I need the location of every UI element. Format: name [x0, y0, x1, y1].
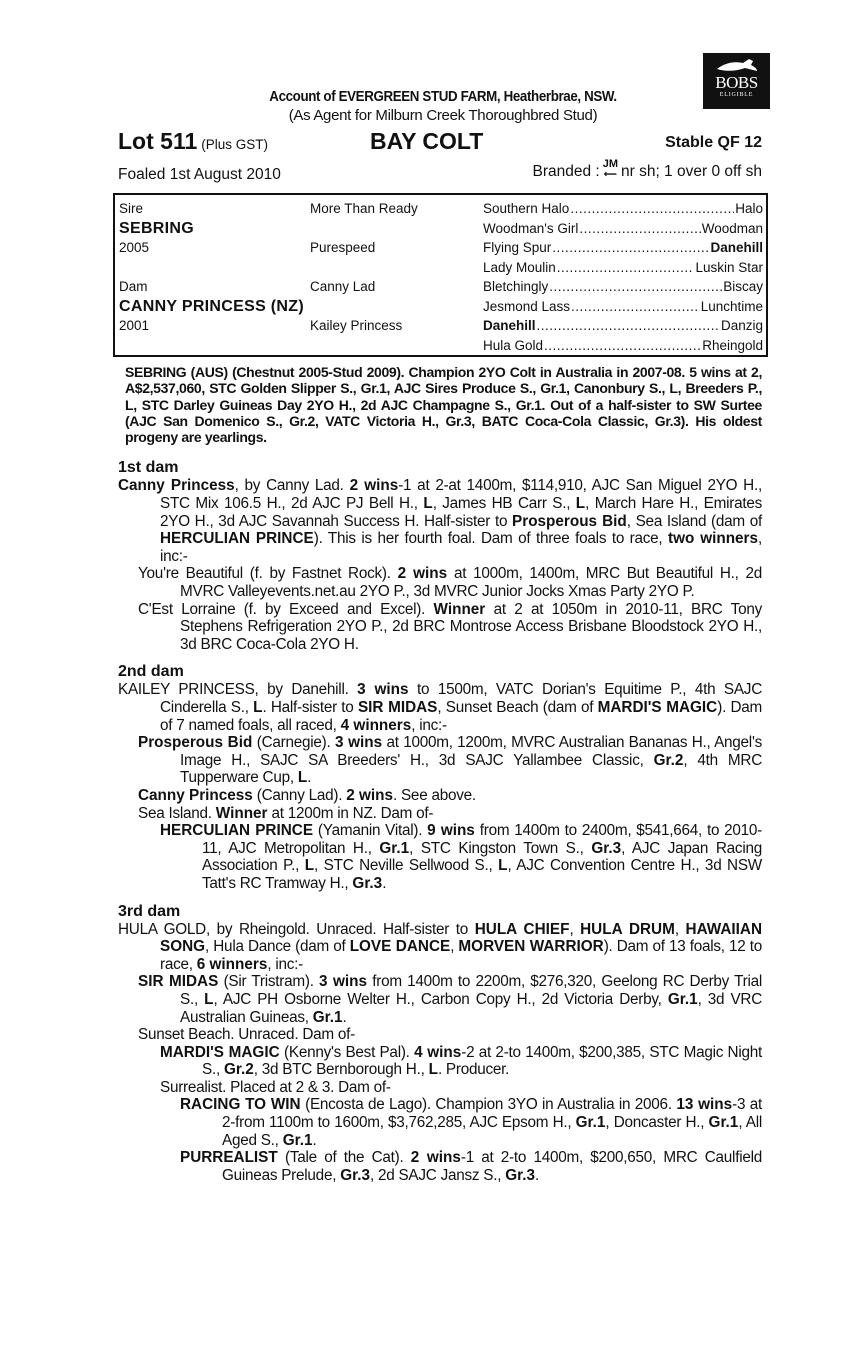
text-run: Sea Island.: [138, 804, 216, 822]
family-entry: [118, 565, 762, 600]
bold-text: Prosperous Bid: [138, 734, 253, 752]
text-run: (Carnegie).: [252, 734, 335, 752]
text-run: ). Dam of 13 foals, 12 to race,: [160, 938, 762, 973]
bold-text: L: [428, 1061, 438, 1079]
bold-text: HAWAIIAN SONG: [160, 920, 763, 956]
text-run: HULA GOLD, by Rheingold. Unraced. Half-sister to: [118, 920, 475, 938]
granddam-name: Woodman's Girl: [483, 220, 579, 236]
text-run: , 3d BTC Bernborough H.,: [253, 1061, 429, 1079]
text-run: .: [307, 769, 312, 787]
pedigree-row: [119, 316, 764, 335]
leader-dots: [570, 199, 734, 218]
bold-text: Gr.1: [708, 1114, 739, 1132]
family-entry: [118, 477, 762, 565]
branded-text: nr sh; 1 over 0 off sh: [620, 163, 762, 180]
text-run: , by Canny Lad.: [234, 477, 350, 495]
bold-text: Gr.3: [352, 874, 383, 892]
granddam-name: Flying Spur: [483, 240, 552, 255]
bold-text: Winner: [215, 804, 268, 822]
text-run: , AJC PH Osborne Welter H., Carbon Copy H., 2d Victoria Derby,: [213, 990, 668, 1008]
bold-text: L: [304, 857, 315, 875]
bold-text: LOVE DANCE: [349, 938, 451, 956]
text-run: .: [535, 1166, 540, 1184]
bold-text: HULA DRUM: [580, 920, 675, 938]
bold-text: Gr.1: [379, 839, 410, 857]
text-run: , AJC Japan Racing Association P.,: [202, 839, 762, 875]
grandsire-name: Luskin Star: [695, 259, 763, 275]
text-run: from 1400m to 2400m, $541,664, to 2010-11, AJC Metropolitan H.,: [202, 822, 762, 857]
bold-text: SIR MIDAS: [357, 699, 438, 717]
leader-dots: [557, 258, 695, 277]
pedigree-grandparent: [483, 199, 763, 218]
text-run: , 2d SAJC Jansz S.,: [369, 1166, 506, 1184]
family-entry: [118, 787, 762, 805]
leader-dots: [537, 316, 720, 335]
pedigree-grandparent: [483, 258, 763, 277]
pedigree-grandparent: [483, 336, 763, 355]
gst-note: (Plus GST): [201, 137, 269, 152]
bold-text: 6 winners: [196, 955, 268, 973]
bold-text: 3 wins: [318, 973, 368, 991]
bold-text: 2 wins: [349, 477, 399, 495]
text-run: KAILEY PRINCESS, by Danehill.: [118, 681, 358, 699]
text-run: .: [312, 1131, 317, 1149]
text-run: ,: [450, 938, 459, 956]
bold-text: Gr.3: [340, 1166, 370, 1184]
text-run: , 3d VRC Australian Guineas,: [180, 990, 763, 1026]
text-run: C'Est Lorraine (f. by Exceed and Excel).: [138, 600, 434, 618]
text-run: (Yamanin Vital).: [313, 822, 428, 840]
pedigree-col2: Canny Lad: [310, 279, 376, 294]
text-run: , Sunset Beach (dam of: [437, 699, 598, 717]
text-run: at 1000m, 1200m, MVRC Australian Bananas H., Angel's Image H., SAJC SA Breeders' H., 3d SAJC Yallambee Classic,: [180, 734, 763, 769]
granddam-name: Lady Moulin: [483, 259, 556, 275]
bold-text: Gr.1: [312, 1008, 343, 1026]
text-run: , All Aged S.,: [222, 1114, 763, 1149]
text-run: ,: [569, 920, 581, 938]
text-run: You're Beautiful (f. by Fastnet Rock).: [138, 565, 398, 583]
pedigree-grandparent: [483, 238, 763, 257]
family-entry: [118, 681, 762, 734]
bold-text: Gr.1: [282, 1131, 313, 1149]
section-heading: 1st dam: [118, 459, 179, 477]
text-run: , Doncaster H.,: [605, 1114, 709, 1132]
bold-text: L: [423, 495, 433, 513]
vendor-agent: (As Agent for Milburn Creek Thoroughbred Stud): [288, 107, 598, 124]
text-run: -3 at 2-from 1100m to 1600m, $3,762,285, AJC Epsom H.,: [222, 1096, 762, 1132]
pedigree-col1: Dam: [119, 279, 148, 294]
bold-text: Gr.2: [223, 1061, 254, 1079]
text-run: Surrealist. Placed at 2 & 3. Dam of-: [160, 1078, 391, 1096]
bold-text: L: [204, 990, 214, 1008]
text-run: ). This is her fourth foal. Dam of three foals to race,: [313, 530, 669, 548]
family-entry: [118, 1149, 762, 1184]
grandsire-name: Rheingold: [702, 337, 763, 353]
logo-title: BOBS: [715, 73, 758, 92]
bold-text: Gr.3: [591, 839, 622, 857]
pedigree-col1: 2005: [119, 240, 150, 255]
family-entry: [118, 973, 762, 1026]
bold-text: RACING TO WIN: [180, 1096, 301, 1114]
bold-text: MORVEN WARRIOR: [458, 938, 604, 956]
bold-text: HULA CHIEF: [474, 920, 570, 938]
text-run: , inc:-: [267, 955, 303, 973]
pedigree-grandparent: [483, 277, 763, 296]
bobs-eligible-logo: [703, 53, 770, 109]
family-entry: [118, 1044, 762, 1079]
text-run: (Kenny's Best Pal).: [279, 1043, 415, 1061]
granddam-name: Danehill: [483, 318, 536, 333]
logo-subtitle: ELIGIBLE: [719, 92, 754, 98]
pedigree-row: [119, 219, 764, 238]
family-entry: [118, 1096, 762, 1149]
bold-text: HERCULIAN PRINCE: [160, 530, 314, 548]
pedigree-col2: Kailey Princess: [310, 318, 403, 333]
horse-description: BAY COLT: [370, 128, 484, 154]
bold-text: 2 wins: [346, 786, 393, 804]
bold-text: Gr.1: [575, 1114, 606, 1132]
grandsire-name: Biscay: [723, 279, 763, 294]
text-run: ). Dam of 7 named foals, all raced,: [160, 699, 762, 734]
pedigree-col1: CANNY PRINCESS (NZ): [119, 297, 304, 315]
family-entry: [118, 1079, 762, 1097]
family-entry: [118, 921, 762, 974]
family-entry: [118, 805, 762, 823]
pedigree-table: [113, 193, 768, 357]
family-entry: [118, 822, 762, 892]
bold-text: two winners: [668, 530, 759, 548]
bold-text: L: [253, 699, 263, 717]
granddam-name: Southern Halo: [483, 201, 570, 216]
bold-text: Canny Princess: [118, 477, 235, 495]
text-run: (Canny Lad).: [252, 786, 347, 804]
text-run: , inc:-: [411, 716, 447, 734]
stable-location: Stable QF 12: [665, 134, 762, 151]
text-run: .: [342, 1008, 347, 1026]
bold-text: 4 wins: [414, 1043, 462, 1061]
text-run: ,: [674, 920, 686, 938]
text-run: -1 at 2-to 1400m, $200,650, MRC Caulfield Guineas Prelude,: [222, 1149, 763, 1184]
leader-dots: [579, 219, 700, 238]
text-run: at 1000m, 1400m, MRC But Beautiful H., 2d MVRC Valleyevents.net.au 2YO P., 3d MVRC Junior Jocks Xmas Party 2YO P.: [180, 565, 762, 601]
text-run: , Hula Dance (dam of: [205, 938, 350, 956]
bold-text: 9 wins: [427, 822, 475, 840]
text-run: at 2 at 1050m in 2010-11, BRC Tony Stephens Refrigeration 2YO P., 2d BRC Montrose Access Brisbane Bloodstock 2YO H., 3d BRC Coca-Cola 2YO H.: [180, 600, 762, 653]
text-run: , James HB Carr S.,: [432, 495, 576, 513]
sire-note: SEBRING (AUS) (Chestnut 2005-Stud 2009). Champion 2YO Colt in Australia in 2007-08. 5 wins at 2, A$2,537,060, STC Golden Slipper S., Gr.1, AJC Sires Produce S., Gr.1, Canonbury S., L, Breeders P., L, STC Darley Guineas Day 2YO H., 2d AJC Champagne S., Gr.1. Out of a half-sister to SW Surtee (AJC San Domenico S., Gr.2, VATC Victoria H., Gr.3, BATC Coca-Cola Classic, Gr.3). His oldest progeny are yearlings.: [125, 364, 762, 446]
text-run: Sunset Beach. Unraced. Dam of-: [138, 1026, 355, 1044]
text-run: (Sir Tristram).: [218, 973, 319, 991]
bold-text: PURREALIST: [180, 1149, 278, 1167]
bold-text: 3 wins: [357, 681, 409, 699]
text-run: to 1500m, VATC Dorian's Equitime P., 4th SAJC Cinderella S.,: [160, 681, 762, 717]
lot-number: [118, 128, 268, 158]
text-run: from 1400m to 2200m, $276,320, Geelong RC Derby Trial S.,: [180, 973, 762, 1008]
bold-text: SIR MIDAS: [138, 973, 219, 991]
bold-text: 2 wins: [410, 1149, 461, 1167]
text-run: , March Hare H., Emirates 2YO H., 3d AJC Savannah Success H. Half-sister to: [160, 495, 762, 530]
section-heading: 3rd dam: [118, 902, 181, 920]
pedigree-col1: Sire: [119, 201, 144, 216]
lot-label: Lot 511: [118, 128, 198, 154]
text-run: -2 at 2-to 1400m, $200,385, STC Magic Night S.,: [202, 1043, 762, 1079]
family-entry: [118, 1026, 762, 1044]
bold-text: HERCULIAN PRINCE: [160, 822, 314, 840]
text-run: -1 at 2-at 1400m, $114,910, AJC San Miguel 2YO H., STC Mix 106.5 H., 2d AJC PJ Bell H.,: [160, 477, 762, 513]
text-run: , Sea Island (dam of: [626, 512, 762, 530]
brand-arrow: ⟵: [603, 169, 617, 179]
grandsire-name: Woodman: [701, 220, 763, 236]
grandsire-name: Danzig: [720, 318, 763, 333]
granddam-name: Jesmond Lass: [483, 298, 571, 314]
granddam-name: Hula Gold: [483, 337, 544, 353]
grandsire-name: Lunchtime: [700, 298, 763, 314]
bold-text: Gr.2: [653, 751, 684, 769]
text-run: at 1200m in NZ. Dam of-: [267, 804, 434, 822]
pedigree-row: [119, 277, 764, 296]
text-run: (Encosta de Lago). Champion 3YO in Australia in 2006.: [300, 1096, 677, 1114]
bold-text: MARDI'S MAGIC: [597, 699, 718, 717]
bold-text: 3 wins: [334, 734, 383, 752]
text-run: .: [382, 874, 387, 892]
brand-info: [532, 158, 762, 181]
family-entry: [118, 734, 762, 787]
pedigree-row: [119, 258, 764, 277]
pedigree-col1: SEBRING: [119, 219, 194, 237]
text-run: . Producer.: [437, 1061, 510, 1079]
text-run: , inc:-: [160, 530, 763, 565]
family-details: [118, 459, 762, 1184]
bold-text: 4 winners: [340, 716, 412, 734]
bold-text: Winner: [433, 600, 486, 618]
text-run: , STC Kingston Town S.,: [409, 839, 592, 857]
pedigree-grandparent: [483, 316, 763, 335]
family-entry: [118, 601, 762, 654]
pedigree-col2: Purespeed: [310, 240, 376, 255]
section-heading: 2nd dam: [118, 663, 184, 681]
pedigree-grandparent: [483, 219, 763, 238]
pedigree-row: [119, 199, 764, 218]
leader-dots: [549, 277, 722, 296]
pedigree-row: [119, 238, 764, 257]
brand-mark-icon: [603, 158, 618, 179]
leader-dots: [544, 336, 701, 355]
pedigree-row: [119, 336, 764, 355]
bold-text: Prosperous Bid: [512, 512, 627, 530]
text-run: (Tale of the Cat).: [277, 1149, 411, 1167]
grandsire-name: Halo: [735, 201, 763, 216]
foaled-date: Foaled 1st August 2010: [118, 166, 281, 183]
bold-text: Gr.1: [667, 990, 698, 1008]
grandsire-name: Danehill: [710, 240, 763, 255]
catalogue-body: [118, 364, 762, 1184]
pedigree-row: [119, 297, 764, 316]
text-run: , 4th MRC Tupperware Cup,: [180, 751, 762, 787]
text-run: , AJC Convention Centre H., 3d NSW Tatt's RC Tramway H.,: [202, 857, 762, 892]
pedigree-col2: More Than Ready: [310, 201, 418, 216]
bold-text: L: [297, 769, 308, 787]
branded-label: Branded :: [532, 163, 600, 180]
vendor-account: Account of EVERGREEN STUD FARM, Heatherbrae, NSW.: [269, 89, 617, 105]
leader-dots: [552, 238, 709, 257]
pedigree-grandparent: [483, 297, 763, 316]
brand-mark-letters: JM: [602, 158, 618, 170]
granddam-name: Bletchingly: [483, 279, 549, 294]
bold-text: L: [498, 857, 508, 875]
bold-text: 13 wins: [676, 1096, 733, 1114]
bold-text: MARDI'S MAGIC: [160, 1043, 280, 1061]
bold-text: Gr.3: [505, 1166, 536, 1184]
text-run: . See above.: [392, 786, 476, 804]
bold-text: L: [575, 495, 586, 513]
leader-dots: [571, 297, 700, 316]
pedigree-col1: 2001: [119, 318, 150, 333]
bold-text: 2 wins: [397, 565, 448, 583]
bold-text: Canny Princess: [138, 786, 253, 804]
text-run: , STC Neville Sellwood S.,: [314, 857, 499, 875]
text-run: . Half-sister to: [262, 699, 358, 717]
